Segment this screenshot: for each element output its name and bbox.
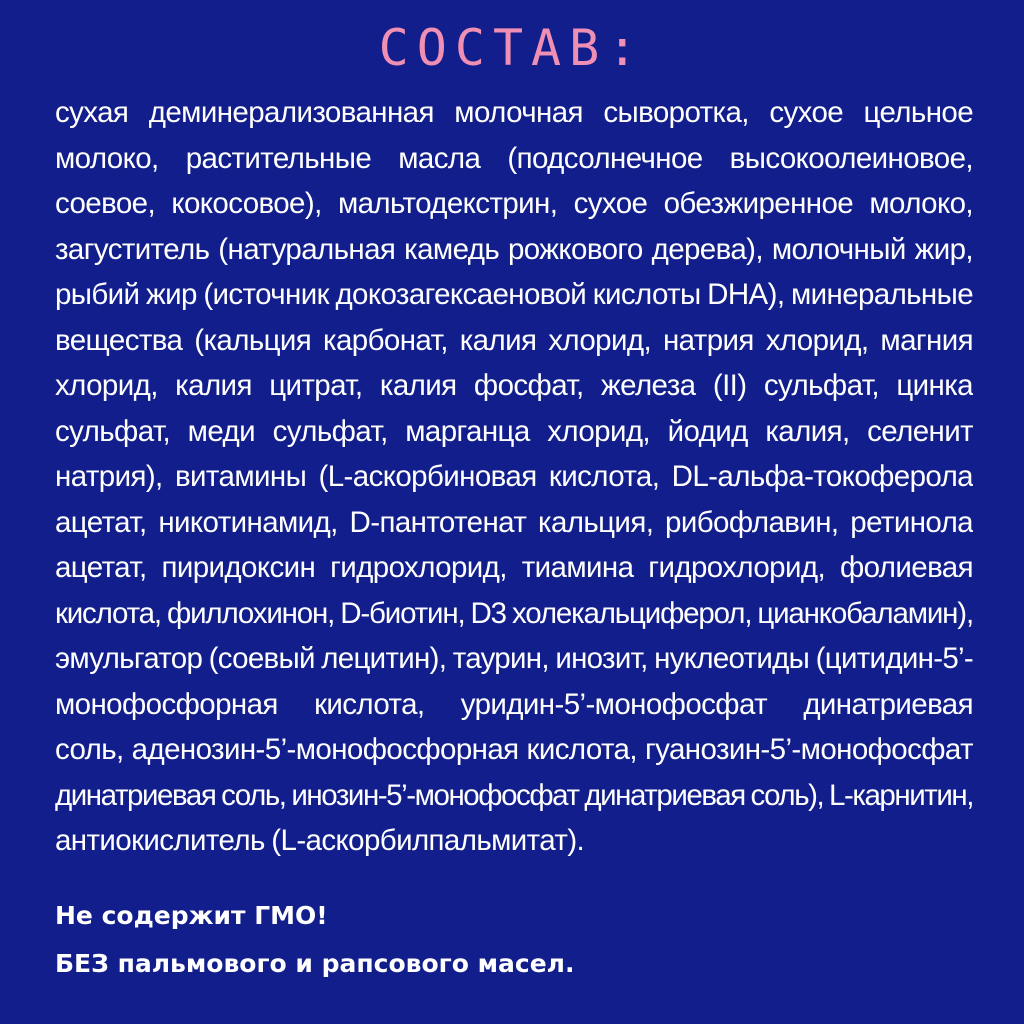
ingredients-line: сульфат, меди сульфат, марганца хлорид, йодид калия, селенит [55,414,973,448]
ingredients-line: ацетат, никотинамид, D-пантотенат кальция, рибофлавин, ретинола [55,505,973,539]
ingredients-line: натрия), витамины (L-аскорбиновая кислота, DL-альфа-токоферола [55,460,973,493]
ingredients-line: эмульгатор (соевый лецитин), таурин, инозит, нуклеотиды (цитидин-5’- [55,642,973,675]
ingredients-line: загуститель (натуральная камедь рожкового дерева), молочный жир, [55,232,973,266]
ingredients-line: монофосфорная кислота, уридин-5’-монофосфат динатриевая [55,687,973,721]
ingredients-line: соевое, кокосовое), мальтодекстрин, сухое обезжиренное молоко, [55,187,973,220]
ingredients-line: молоко, растительные масла (подсолнечное высокоолеиновое, [55,141,973,175]
ingredients-line: сухая деминерализованная молочная сыворотка, сухое цельное [55,96,973,129]
ingredients-line-last: антиокислитель (L-аскорбилпальмитат). [55,824,585,857]
ingredients-line: кислота, филлохинон, D-биотин, D3 холекальциферол, цианкобаламин), [55,596,973,630]
ingredients-line: ацетат, пиридоксин гидрохлорид, тиамина гидрохлорид, фолиевая [55,551,973,584]
page-title: СОСТАВ: [378,19,646,77]
ingredients-line: динатриевая соль, инозин-5’-монофосфат динатриевая соль), L-карнитин, [55,778,973,812]
ingredients-line: хлорид, калия цитрат, калия фосфат, железа (II) сульфат, цинка [55,369,973,402]
ingredients-text [55,90,973,864]
ingredients-line: соль, аденозин-5’-монофосфорная кислота, гуанозин-5’-монофосфат [55,733,973,766]
no-palm-rapeseed-notice: БЕЗ пальмового и рапсового масел. [55,949,575,978]
no-gmo-notice: Не содержит ГМО! [55,901,328,930]
ingredients-line: вещества (кальция карбонат, калия хлорид, натрия хлорид, магния [55,323,973,357]
ingredients-line: рыбий жир (источник докозагексаеновой кислоты DHA), минеральные [55,278,973,311]
